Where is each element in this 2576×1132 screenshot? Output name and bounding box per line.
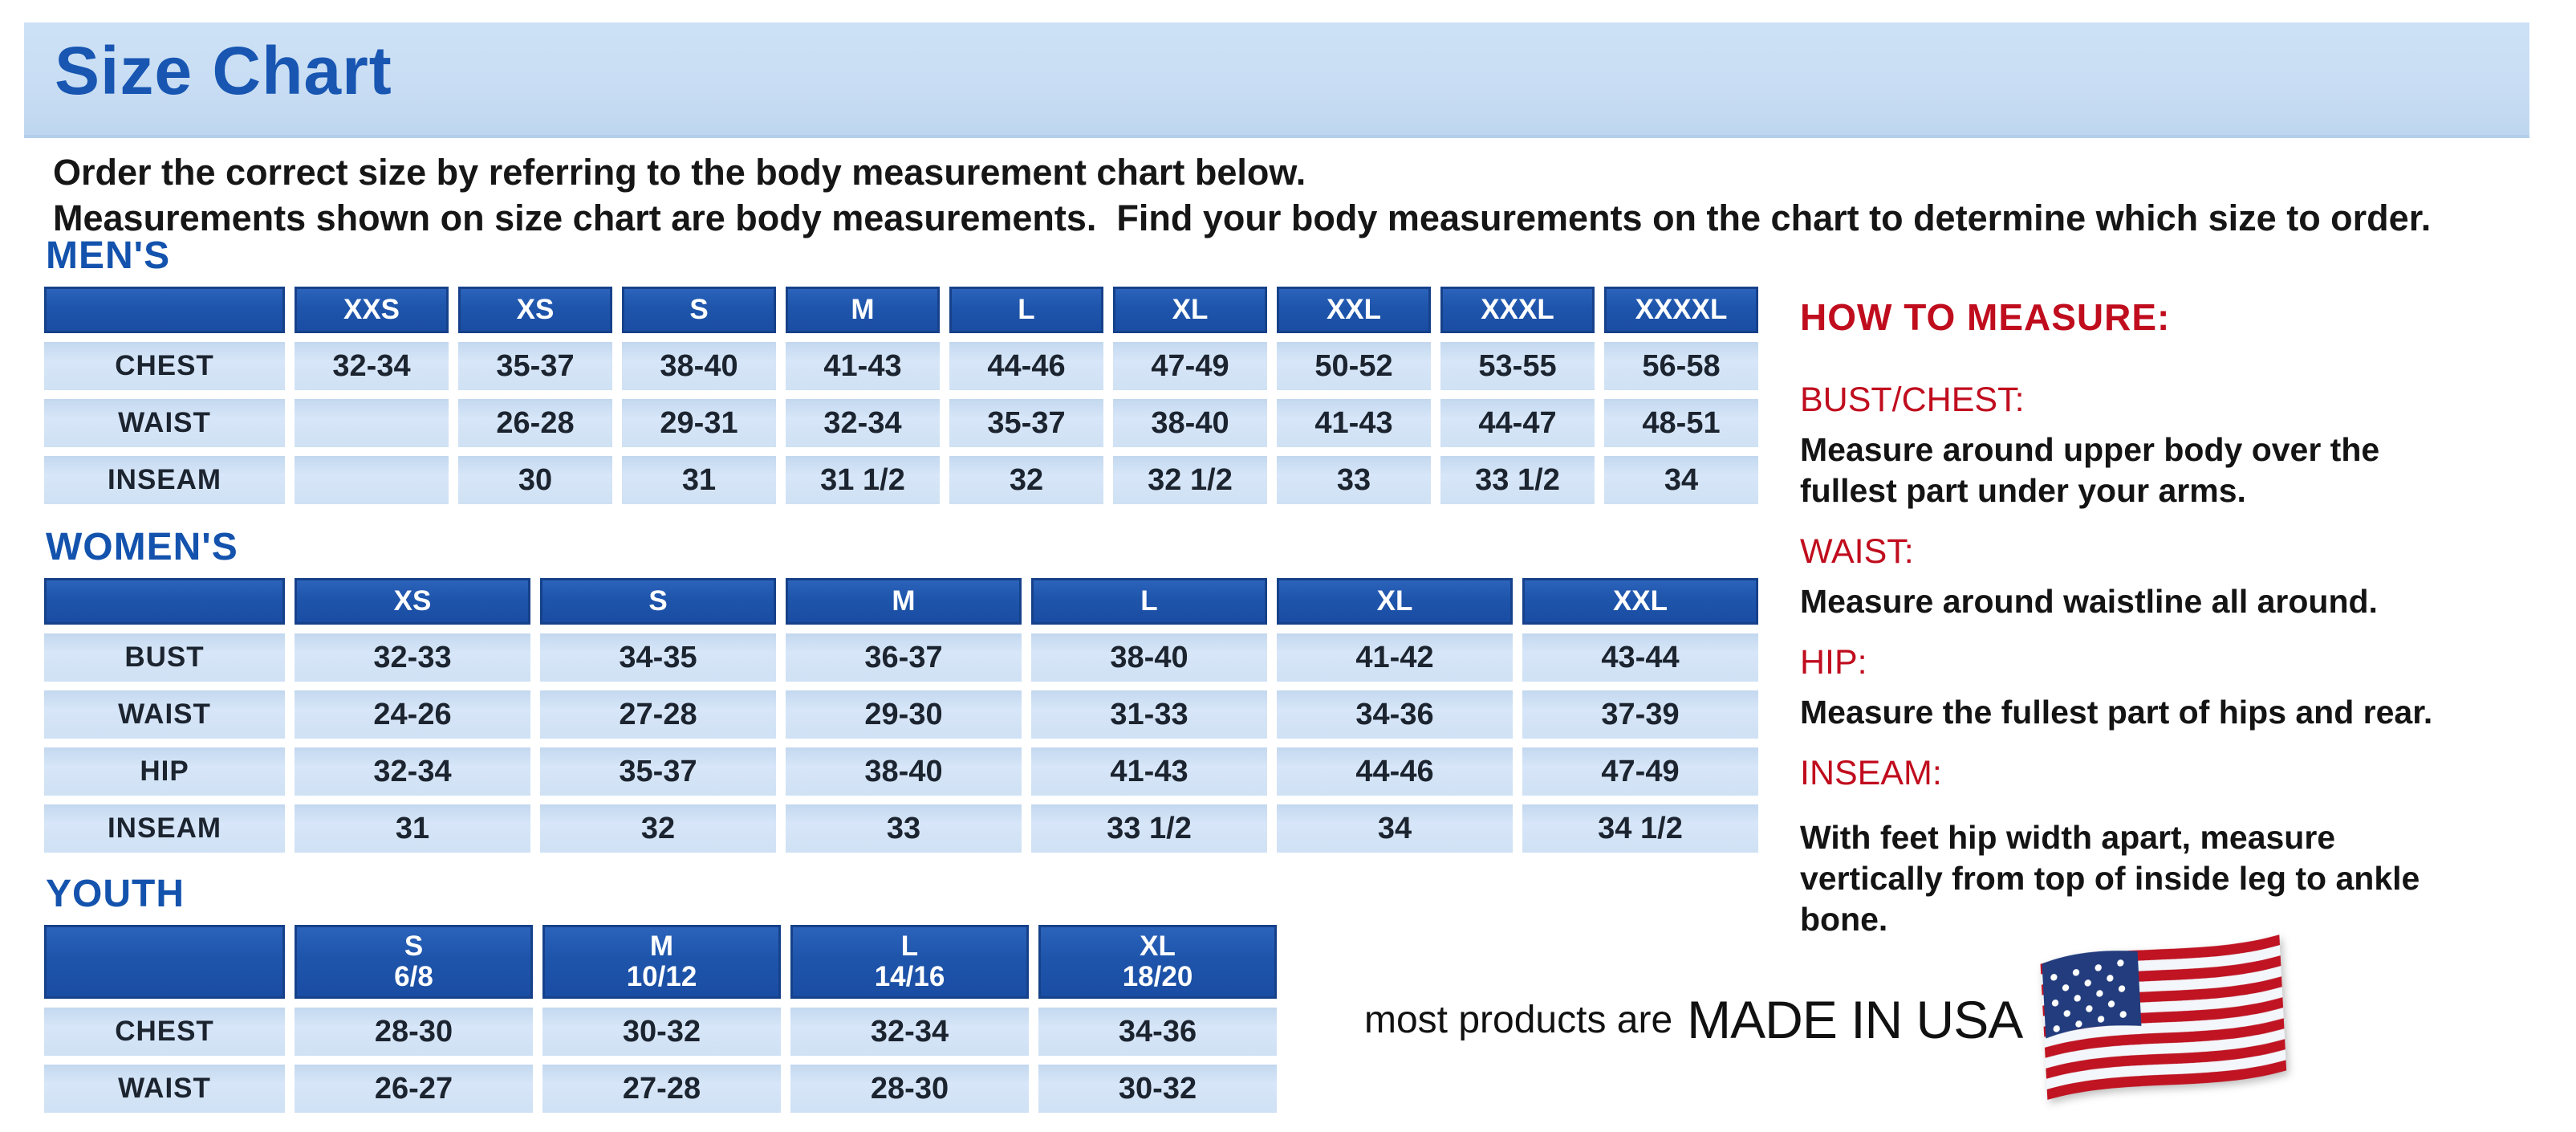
size-value-cell: 32-34 bbox=[790, 1008, 1029, 1056]
section-title-youth: YOUTH bbox=[46, 873, 185, 915]
made-in-usa-footer bbox=[1364, 927, 2284, 1112]
size-value-cell: 38-40 bbox=[622, 342, 776, 390]
size-column-header: XS bbox=[458, 287, 612, 333]
footer-made-in-usa-text: MADE IN USA bbox=[1687, 990, 2023, 1049]
table-row bbox=[44, 1065, 1277, 1113]
table-row bbox=[44, 747, 1758, 796]
size-column-header: S bbox=[622, 287, 776, 333]
section-title-womens: WOMEN'S bbox=[46, 526, 238, 568]
measure-item-hip bbox=[1800, 643, 2466, 733]
size-value-cell: 32-34 bbox=[295, 747, 530, 796]
measure-heading-waist: WAIST: bbox=[1800, 532, 1914, 571]
mens-size-table bbox=[35, 278, 1778, 513]
size-value-cell: 34 bbox=[1277, 804, 1513, 853]
size-value-cell: 31 1/2 bbox=[786, 456, 940, 504]
size-value-cell: 28-30 bbox=[295, 1008, 533, 1056]
size-value-cell: 34 bbox=[1604, 456, 1758, 504]
size-column-header: S bbox=[540, 578, 776, 625]
size-value-cell: 44-46 bbox=[949, 342, 1103, 390]
size-value-cell bbox=[295, 399, 449, 447]
size-value-cell: 48-51 bbox=[1604, 399, 1758, 447]
size-value-cell: 47-49 bbox=[1522, 747, 1758, 796]
size-value-cell: 30-32 bbox=[1038, 1065, 1277, 1113]
size-value-cell: 41-43 bbox=[786, 342, 940, 390]
table-row bbox=[44, 399, 1758, 447]
size-value-cell: 32-34 bbox=[786, 399, 940, 447]
size-column-header: XXL bbox=[1522, 578, 1758, 625]
size-column-header: L 14/16 bbox=[790, 925, 1029, 999]
table-corner-cell bbox=[44, 925, 285, 999]
size-value-cell: 41-42 bbox=[1277, 633, 1513, 682]
table-corner-cell bbox=[44, 578, 285, 625]
size-column-header: XL bbox=[1277, 578, 1513, 625]
how-to-measure-title: HOW TO MEASURE: bbox=[1800, 296, 2171, 338]
size-value-cell: 32-33 bbox=[295, 633, 530, 682]
table-corner-cell bbox=[44, 287, 285, 333]
row-label: WAIST bbox=[44, 690, 285, 739]
size-value-cell: 37-39 bbox=[1522, 690, 1758, 739]
size-column-header: M bbox=[786, 287, 940, 333]
measure-text-hip: Measure the fullest part of hips and rear. bbox=[1800, 694, 2433, 731]
size-column-header: XL bbox=[1113, 287, 1267, 333]
size-value-cell: 43-44 bbox=[1522, 633, 1758, 682]
measure-item-waist bbox=[1800, 532, 2466, 622]
intro-line-1: Order the correct size by referring to the body measurement chart below. bbox=[53, 152, 1306, 193]
size-value-cell: 31 bbox=[622, 456, 776, 504]
row-label: WAIST bbox=[44, 399, 285, 447]
size-value-cell: 38-40 bbox=[786, 747, 1022, 796]
measure-heading-bust-chest: BUST/CHEST: bbox=[1800, 381, 2025, 419]
row-label: CHEST bbox=[44, 342, 285, 390]
size-column-header: XXS bbox=[295, 287, 449, 333]
measure-item-inseam bbox=[1800, 754, 2466, 940]
row-label: WAIST bbox=[44, 1065, 285, 1113]
size-value-cell: 33 bbox=[1277, 456, 1431, 504]
size-value-cell: 34-35 bbox=[540, 633, 776, 682]
size-value-cell: 29-30 bbox=[786, 690, 1022, 739]
size-value-cell: 28-30 bbox=[790, 1065, 1029, 1113]
size-value-cell: 31 bbox=[295, 804, 530, 853]
size-value-cell: 31-33 bbox=[1031, 690, 1267, 739]
size-value-cell: 56-58 bbox=[1604, 342, 1758, 390]
row-label: CHEST bbox=[44, 1008, 285, 1056]
size-value-cell: 30 bbox=[458, 456, 612, 504]
size-value-cell: 27-28 bbox=[540, 690, 776, 739]
row-label: INSEAM bbox=[44, 456, 285, 504]
size-column-header: XS bbox=[295, 578, 530, 625]
row-label: HIP bbox=[44, 747, 285, 796]
size-column-header: XXL bbox=[1277, 287, 1431, 333]
size-value-cell: 32-34 bbox=[295, 342, 449, 390]
size-column-header: XL 18/20 bbox=[1038, 925, 1277, 999]
size-column-header: S 6/8 bbox=[295, 925, 533, 999]
size-column-header: M 10/12 bbox=[542, 925, 781, 999]
row-label: INSEAM bbox=[44, 804, 285, 853]
size-value-cell: 26-27 bbox=[295, 1065, 533, 1113]
title-band bbox=[24, 22, 2529, 138]
youth-table bbox=[35, 916, 1286, 1122]
intro-text bbox=[53, 149, 2541, 241]
page-title: Size Chart bbox=[55, 33, 392, 108]
size-value-cell: 32 bbox=[540, 804, 776, 853]
size-value-cell: 44-47 bbox=[1440, 399, 1595, 447]
size-value-cell: 33 1/2 bbox=[1440, 456, 1595, 504]
us-flag-icon bbox=[2039, 913, 2288, 1127]
size-value-cell: 24-26 bbox=[295, 690, 530, 739]
table-row bbox=[44, 690, 1758, 739]
row-label: BUST bbox=[44, 633, 285, 682]
table-row bbox=[44, 633, 1758, 682]
measure-item-bust-chest bbox=[1800, 381, 2466, 511]
size-column-header: L bbox=[949, 287, 1103, 333]
mens-table bbox=[35, 278, 1768, 513]
size-value-cell: 50-52 bbox=[1277, 342, 1431, 390]
size-value-cell: 41-43 bbox=[1277, 399, 1431, 447]
size-value-cell: 32 bbox=[949, 456, 1103, 504]
measure-text-inseam: With feet hip width apart, measure vertically from top of inside leg to ankle bone. bbox=[1800, 819, 2420, 938]
size-column-header: M bbox=[786, 578, 1022, 625]
size-value-cell: 34-36 bbox=[1277, 690, 1513, 739]
size-value-cell: 36-37 bbox=[786, 633, 1022, 682]
size-column-header: XXXXL bbox=[1604, 287, 1758, 333]
size-value-cell: 26-28 bbox=[458, 399, 612, 447]
size-value-cell: 32 1/2 bbox=[1113, 456, 1267, 504]
size-column-header: L bbox=[1031, 578, 1267, 625]
size-value-cell: 34 1/2 bbox=[1522, 804, 1758, 853]
size-value-cell: 29-31 bbox=[622, 399, 776, 447]
size-value-cell: 27-28 bbox=[542, 1065, 781, 1113]
size-value-cell: 53-55 bbox=[1440, 342, 1595, 390]
size-value-cell: 33 bbox=[786, 804, 1022, 853]
size-value-cell: 33 1/2 bbox=[1031, 804, 1267, 853]
section-title-mens: MEN'S bbox=[46, 234, 171, 277]
size-column-header: XXXL bbox=[1440, 287, 1595, 333]
footer-prefix-text: most products are bbox=[1364, 998, 1673, 1041]
intro-line-2: Measurements shown on size chart are body measurements. Find your body measurements on the chart to determine which size to order. bbox=[53, 197, 2432, 238]
table-row bbox=[44, 804, 1758, 853]
size-value-cell: 35-37 bbox=[949, 399, 1103, 447]
measure-text-bust-chest: Measure around upper body over the fullest part under your arms. bbox=[1800, 431, 2380, 509]
table-row bbox=[44, 1008, 1277, 1056]
table-row bbox=[44, 456, 1758, 504]
size-value-cell bbox=[295, 456, 449, 504]
womens-table bbox=[35, 569, 1768, 861]
size-value-cell: 34-36 bbox=[1038, 1008, 1277, 1056]
womens-size-table bbox=[35, 569, 1778, 861]
measure-text-waist: Measure around waistline all around. bbox=[1800, 583, 2378, 620]
size-value-cell: 38-40 bbox=[1113, 399, 1267, 447]
measure-heading-inseam: INSEAM: bbox=[1800, 754, 1942, 792]
table-row bbox=[44, 342, 1758, 390]
size-value-cell: 41-43 bbox=[1031, 747, 1267, 796]
size-value-cell: 44-46 bbox=[1277, 747, 1513, 796]
size-value-cell: 30-32 bbox=[542, 1008, 781, 1056]
size-value-cell: 35-37 bbox=[458, 342, 612, 390]
measure-heading-hip: HIP: bbox=[1800, 643, 1867, 682]
how-to-measure-panel bbox=[1800, 295, 2466, 961]
size-value-cell: 47-49 bbox=[1113, 342, 1267, 390]
size-value-cell: 35-37 bbox=[540, 747, 776, 796]
size-value-cell: 38-40 bbox=[1031, 633, 1267, 682]
